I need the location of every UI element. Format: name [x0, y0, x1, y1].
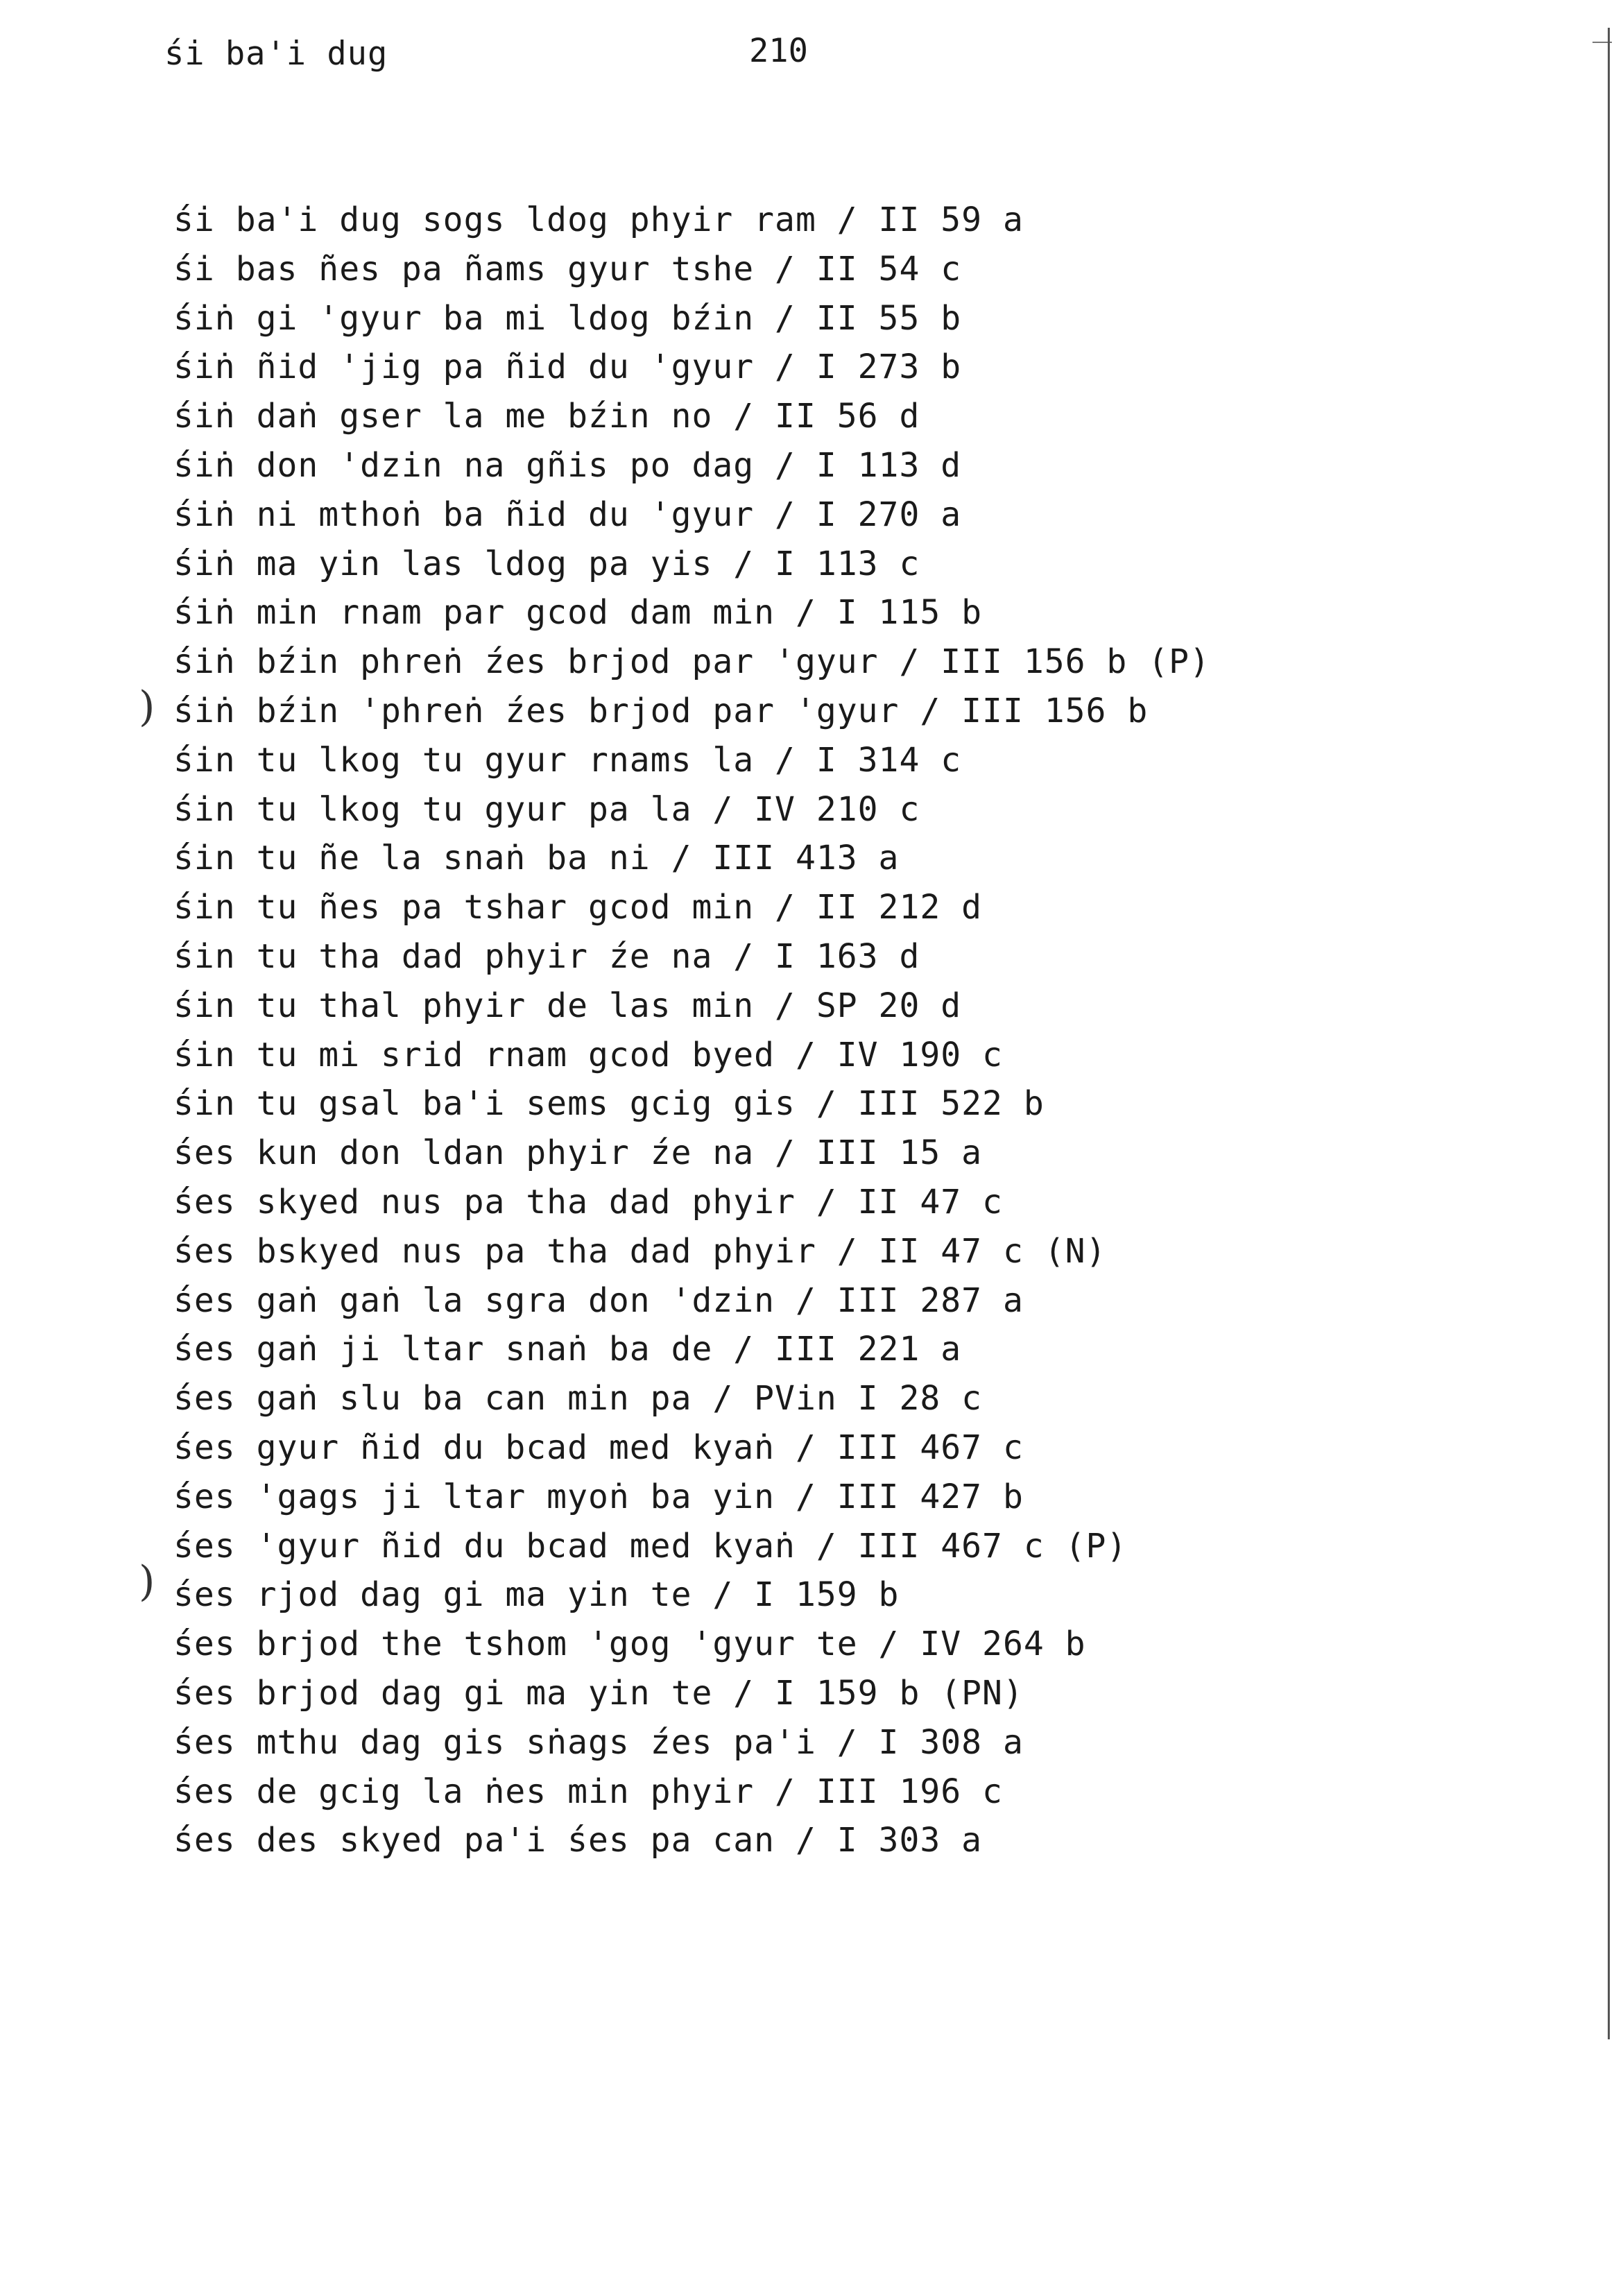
entry-line: śes 'gags ji ltar myoṅ ba yin / III 427 b: [173, 1477, 1024, 1516]
entry-line: śes 'gyur ñid du bcad med kyaṅ / III 467 c (P): [173, 1526, 1128, 1566]
entry-line: śiṅ ma yin las ldog pa yis / I 113 c: [173, 544, 920, 583]
entry-line: śes gaṅ slu ba can min pa / PVin I 28 c: [173, 1379, 983, 1419]
entry-line: śiṅ bźin phreṅ źes brjod par 'gyur / III 156 b (P): [173, 642, 1210, 682]
entry-line: śes brjod dag gi ma yin te / I 159 b (PN): [173, 1673, 1024, 1713]
entry-line: śin tu thal phyir de las min / SP 20 d: [173, 986, 962, 1025]
page-number: 210: [749, 32, 808, 70]
entry-line: śes gyur ñid du bcad med kyaṅ / III 467 c: [173, 1428, 1024, 1467]
entry-line: śes des skyed pa'i śes pa can / I 303 a: [173, 1821, 983, 1860]
entry-line: śes de gcig la ṅes min phyir / III 196 c: [173, 1772, 1003, 1811]
margin-bracket-mark: ): [139, 683, 155, 731]
scan-edge-line: [1608, 28, 1610, 2039]
entry-line: śes mthu dag gis sṅags źes pa'i / I 308 a: [173, 1722, 1024, 1762]
entry-line: śin tu gsal ba'i sems gcig gis / III 522 b: [173, 1084, 1045, 1124]
entry-list: [173, 196, 1491, 1865]
entry-line: śiṅ don 'dzin na gñis po dag / I 113 d: [173, 445, 962, 485]
entry-line: śi bas ñes pa ñams gyur tshe / II 54 c: [173, 249, 962, 289]
entry-line: śin tu ñe la snaṅ ba ni / III 413 a: [173, 839, 900, 878]
margin-bracket-mark: ): [139, 1557, 155, 1606]
entry-line: śes rjod dag gi ma yin te / I 159 b: [173, 1575, 900, 1615]
entry-line: śes gaṅ ji ltar snaṅ ba de / III 221 a: [173, 1330, 962, 1369]
entry-line: śiṅ bźin 'phreṅ źes brjod par 'gyur / III 156 b: [173, 691, 1149, 730]
entry-line: śiṅ gi 'gyur ba mi ldog bźin / II 55 b: [173, 298, 962, 338]
entry-line: śin tu tha dad phyir źe na / I 163 d: [173, 936, 920, 976]
entry-line: śiṅ ni mthoṅ ba ñid du 'gyur / I 270 a: [173, 495, 962, 534]
entry-line: śes kun don ldan phyir źe na / III 15 a: [173, 1133, 983, 1173]
entry-line: śes skyed nus pa tha dad phyir / II 47 c: [173, 1182, 1003, 1222]
entry-line: śes gaṅ gaṅ la sgra don 'dzin / III 287 a: [173, 1280, 1024, 1320]
entry-line: śin tu mi srid rnam gcod byed / IV 190 c: [173, 1035, 1003, 1074]
entry-line: śin tu lkog tu gyur pa la / IV 210 c: [173, 789, 920, 829]
entry-line: śes bskyed nus pa tha dad phyir / II 47 c (N): [173, 1231, 1107, 1271]
entry-line: śes brjod the tshom 'gog 'gyur te / IV 264 b: [173, 1625, 1086, 1664]
entry-line: śiṅ ñid 'jig pa ñid du 'gyur / I 273 b: [173, 348, 962, 387]
entry-line: śiṅ min rnam par gcod dam min / I 115 b: [173, 593, 983, 633]
running-head: śi ba'i dug: [164, 35, 388, 73]
entry-line: śin tu ñes pa tshar gcod min / II 212 d: [173, 888, 983, 927]
entry-line: śiṅ daṅ gser la me bźin no / II 56 d: [173, 397, 920, 436]
entry-line: śin tu lkog tu gyur rnams la / I 314 c: [173, 740, 962, 780]
entry-line: śi ba'i dug sogs ldog phyir ram / II 59 a: [173, 200, 1024, 239]
